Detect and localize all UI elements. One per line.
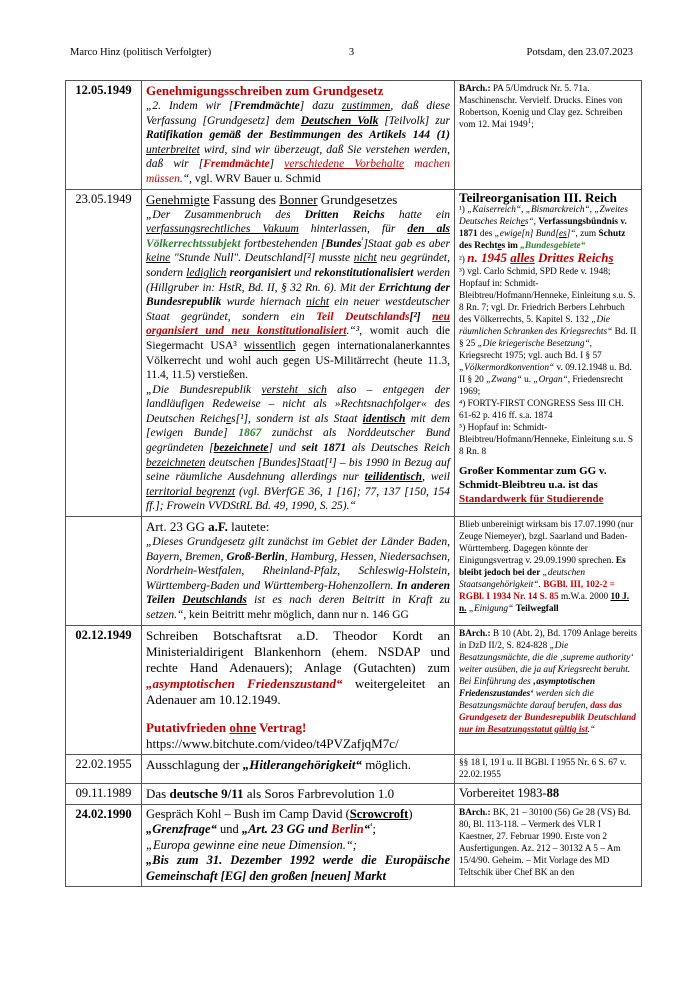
- video-link[interactable]: https://www.bitchute.com/video/t4PVZafjqM7c/: [146, 735, 399, 751]
- row-content: [142, 804, 455, 887]
- row-text: Schreiben Botschaftsrat a.D. Theodor Kordt an Ministerialdirigent Blankenhorn (ehem. NSDAP und rechte Hand Adenauers); Anlage (Gutachten) zum „asymptotischen Friedenszustand“ weitergeleitet an Adenauer am 10.12.1949.: [146, 627, 450, 707]
- row-date: 24.02.1990: [66, 804, 142, 887]
- quote-paragraph: „Der Zusammenbruch des Dritten Reichs hatte ein verfassungsrechtliches Vakuum hinterlassen, für den als Völkerrechtssubjekt fortbestehenden [Bundes$^{^1}$]Staat gab es aber keine "Stunde Null". Deutschland[²] musste nicht neu gegründet, sondern lediglich reorganisiert und rekonstitutionalisiert werden (Hillgruber in: HstR, Bd. II, § 32 Rn. 6). Mit der Errichtung der Bundesrepublik wurde hiernach nicht ein neuer westdeutscher Staat gegründet, sondern ein Teil Deutschlands[²] neu organisiert und neu konstitutionalisiert.“³, womit auch die Siegermacht USA³ wissentlich gegen internationalanerkanntes Völkerrecht und wohl auch gegen US-Militärrecht (heute 11.3, 11.4, 11.5) verstießen.: [146, 208, 451, 382]
- row-source: BArch.: B 10 (Abt. 2), Bd. 1709 Anlage bereits in DzD II/2, S. 824-828 „Die Besatzungsmächte, die die ‚supreme authority‘ weiter ausüben, die ja auf Kriegsrecht beruht. Bei Einführung des ‚asymptotischen Friedenszustandes‘ werden sich die Besatzungsmächte darauf berufen, dass das Grundgesetz der Bundesrepublik Deutschland nur im Besatzungsstatut gültig ist.“: [455, 625, 642, 754]
- row-text: „Grenzfrage“ und „Art. 23 GG und Berlin“$^{^4}$;: [146, 821, 376, 837]
- row-content: Das deutsche 9/11 als Soros Farbrevolution 1.0: [142, 783, 455, 804]
- quote-text: „2. Indem wir [Fremdmächte] dazu zustimmen, daß diese Verfassung [Grundgesetz] dem Deutschen Volk [Teilvolk] zur Ratifikation gemäß der Bestimmungen des Artikels 144 (1) unterbreitet wird, sind wir überzeugt, daß Sie verstehen werden, daß wir [Fremdmächte] verschiedene Vorbehalte machen müssen.“, vgl. WRV Bauer u. Schmid: [146, 100, 450, 185]
- row-title: Genehmigte Fassung des Bonner Grundgesetzes: [146, 191, 398, 207]
- row-source: BArch.: BK, 21 – 30100 (56) Ge 28 (VS) Bd. 80, Bl. 113-118. – Vermerk des VLR I Kaestner, 27. Februar 1990. Erste von 2 Ausfertigungen. Az. 212 – 30132 A 5 – Am 15/4/90. Geheim. – Mit Vorlage des MD Teltschik über Chef BK an den: [455, 804, 642, 887]
- footnote: ⁵) Hopfauf in: Schmidt-Bleibtreu/Hofmann/Henneke, Einleitung s.u. S 8 Rn. 8: [459, 422, 634, 457]
- header-place-date: Potsdam, den 23.07.2023: [526, 47, 633, 58]
- header-author: Marco Hinz (politisch Verfolgter): [70, 47, 212, 58]
- row-text: „Bis zum 31. Dezember 1992 werde die Europäische Gemeinschaft [EG] den großen [neuen] Markt: [146, 853, 450, 883]
- putativ-heading: Putativfrieden ohne Vertrag!: [146, 719, 307, 735]
- row-content: [142, 81, 455, 190]
- page-header: [70, 47, 633, 63]
- row-date: 22.02.1955: [66, 754, 142, 783]
- row-source: §§ 18 I, 19 I u. II BGBl. I 1955 Nr. 6 S. 67 v. 22.02.1955: [455, 754, 642, 783]
- row-content: Ausschlagung der „Hitlerangehörigkeit“ möglich.: [142, 754, 455, 783]
- row-text: „Europa gewinne eine neue Dimension.“;: [146, 837, 357, 852]
- footnote: ²) n. 1945 alles Drittes Reichs: [459, 249, 614, 265]
- table-row: [66, 189, 642, 516]
- table-row: [66, 754, 642, 783]
- row-date-empty: [66, 517, 142, 626]
- row-content: [142, 517, 455, 626]
- footnote: ¹) „Kaiserreich“, „Bismarckreich“, „Zweites Deutsches Reiches“, Verfassungsbündnis v. 1871 des „ewige[n] Bund[es]“, zum Schutz des Rechtes im „Bundesgebiete“: [459, 204, 628, 251]
- footnote: ³) vgl. Carlo Schmid, SPD Rede v. 1948; Hopfauf in: Schmidt-Bleibtreu/Hofmann/Henneke, Einleitung s.u. S. 8 Rn. 7; vgl. Dr. Friedrich Berbers Lehrbuch des Völkerrechts, 5. Kapitel S. 132 „Die räumlichen Schranken des Kriegsrechts“ Bd. II § 25 „Die kriegerische Besetzung“, Kriegsrecht 1975; vgl. auch Bd. I § 57 „Völkermordkonvention“ v. 09.12.1948 u. Bd. II § 20 „Zwang“ u. „Organ“, Friedensrecht 1969;: [459, 266, 637, 397]
- row-text: Gespräch Kohl – Bush im Camp David (Scrowcroft): [146, 806, 413, 821]
- table-row: [66, 783, 642, 804]
- commentary-note: Großer Kommentar zum GG v. Schmidt-Bleibtreu u.a. ist das Standardwerk für Studierende: [459, 464, 607, 505]
- row-date: 23.05.1949: [66, 189, 142, 516]
- row-source: [455, 189, 642, 516]
- notes-title: Teilreorganisation III. Reich: [459, 189, 617, 205]
- footnote: ⁴) FORTY-FIRST CONGRESS Sess III CH. 61-62 p. 416 ff. s.a. 1874: [459, 398, 624, 421]
- chronology-table: [65, 80, 642, 887]
- table-row: [66, 517, 642, 626]
- row-source: Blieb unbereinigt wirksam bis 17.07.1990 (nur Zeuge Niemeyer), bzgl. Saarland und Baden-Württemberg. Dagegen könnte der Einigungsvertrag v. 29.09.1990 sprechen. Es bleibt jedoch bei der „deutschen Staatsangehörigkeit“. BGBl. III, 102-2 = RGBl. I 1934 Nr. 14 S. 85 m.W.a. 2000 10 J. n. „Einigung“ Teilwegfall: [455, 517, 642, 626]
- quote-paragraph: „Die Bundesrepublik versteht sich also – entgegen der landläufigen Redeweise – nicht als »Rechtsnachfolger« des Deutschen Reiches[¹], sondern ist als Staat identisch mit dem [ewigen Bunde] 1867 zunächst als Norddeutscher Bund gegründeten [bezeichnete] und seit 1871 als Deutsches Reich bezeichneten deutschen [Bundes]Staat[¹] – bis 1990 in Bezug auf seine räumliche Ausdehnung allerdings nur teilidentisch, weil territorial begrenzt (vgl. BVerfGE 36, 1 [16]; 77, 137 [150, 154 ff.]; Frowein VVDStRL Bd. 49, 1990, S. 25).“: [146, 383, 451, 513]
- row-title: Genehmigungsschreiben zum Grundgesetz: [146, 83, 384, 98]
- header-page-number: 3: [348, 47, 355, 58]
- row-content: [142, 625, 455, 754]
- quote-text: „Dieses Grundgesetz gilt zunächst im Gebiet der Länder Baden, Bayern, Bremen, Groß-Berlin, Hamburg, Hessen, Niedersachsen, Nordrhein-Westfalen, Rheinland-Pfalz, Schleswig-Holstein, Württemberg-Baden und Württemberg-Hohenzollern. In anderen Teilen Deutschlands ist es nach deren Beitritt in Kraft zu setzen.“, kein Beitritt mehr möglich, dann nur n. 146 GG: [146, 536, 451, 621]
- row-date: 02.12.1949: [66, 625, 142, 754]
- row-source: Vorbereitet 1983-88: [455, 783, 642, 804]
- row-title: Art. 23 GG a.F. lautete:: [146, 519, 270, 535]
- row-date: 12.05.1949: [66, 81, 142, 190]
- row-source: BArch.: PA 5/Umdruck Nr. 5. 71a. Maschinenschr. Vervielf. Drucks. Eines von Robertson, Koenig und Clay gez. Schreiben vom 12. Mai 1949$^1$;: [455, 81, 642, 190]
- table-row: [66, 625, 642, 754]
- table-row: [66, 804, 642, 887]
- row-content: [142, 189, 455, 516]
- row-date: 09.11.1989: [66, 783, 142, 804]
- table-row: [66, 81, 642, 190]
